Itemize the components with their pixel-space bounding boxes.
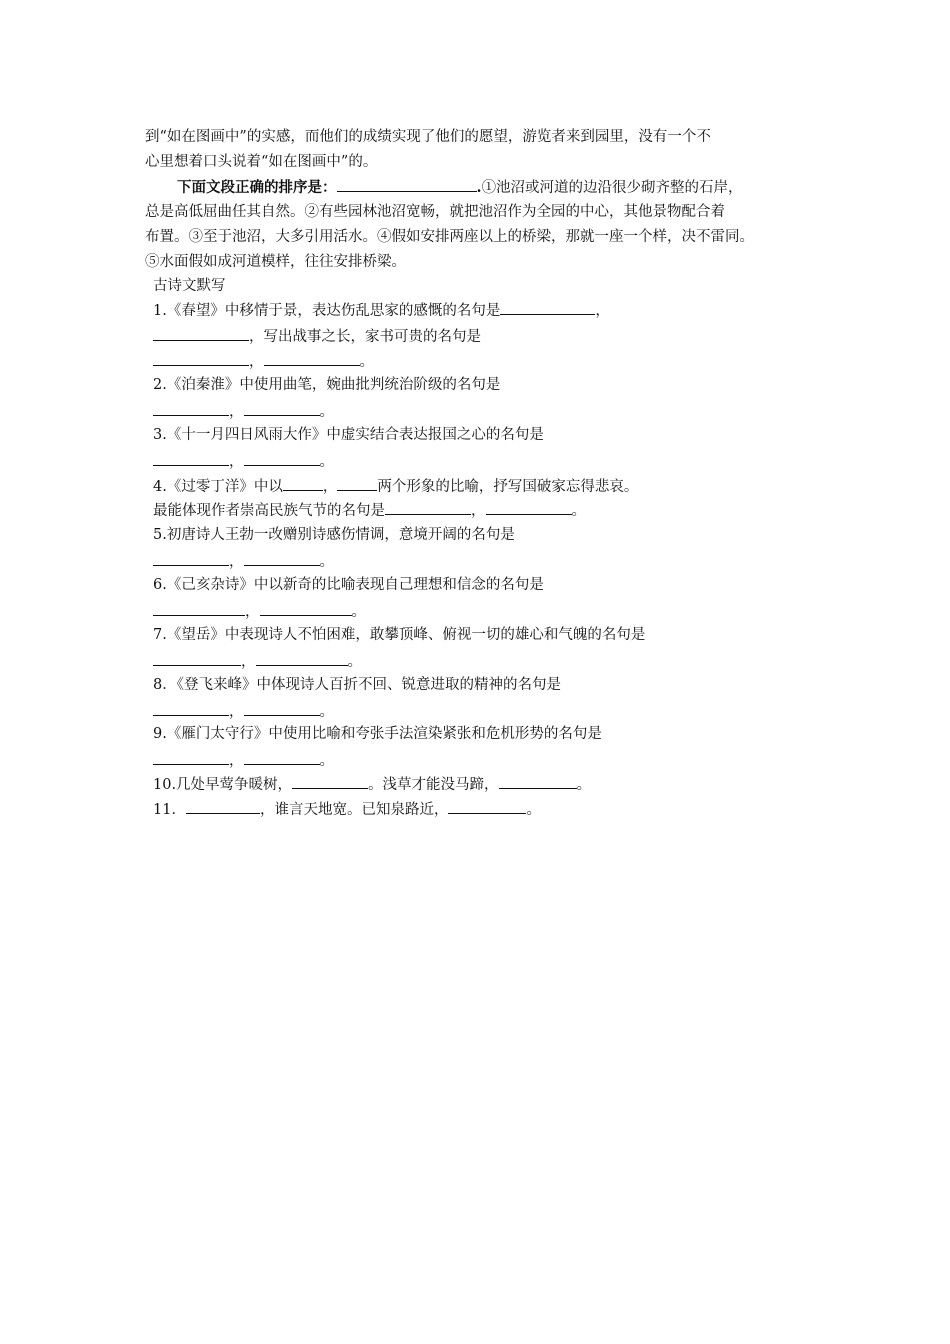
answer-blank[interactable] bbox=[260, 601, 352, 616]
answer-blank[interactable] bbox=[153, 451, 229, 466]
question-6-answers: ， 。 bbox=[153, 601, 366, 622]
answer-blank[interactable] bbox=[153, 326, 249, 341]
answer-blank[interactable] bbox=[153, 651, 241, 666]
answer-blank[interactable] bbox=[153, 351, 249, 366]
question-1: 1.《春望》中移情于景，表达伤乱思家的感慨的名句是 ， bbox=[153, 300, 610, 321]
answer-blank[interactable] bbox=[264, 351, 360, 366]
passage-line-4: 总是高低屈曲任其自然。②有些园林池沼宽畅，就把池沼作为全园的中心，其他景物配合着 bbox=[145, 204, 725, 220]
question-8-answers: ， 。 bbox=[153, 701, 334, 722]
question-10: 10.几处早莺争暖树， 。浅草才能没马蹄， 。 bbox=[153, 774, 591, 795]
answer-blank[interactable] bbox=[500, 300, 595, 315]
answer-blank[interactable] bbox=[153, 551, 229, 566]
answer-blank[interactable] bbox=[244, 401, 320, 416]
question-3-answers: ， 。 bbox=[153, 451, 334, 472]
answer-blank[interactable] bbox=[244, 451, 320, 466]
question-2-answers: ， 。 bbox=[153, 401, 334, 422]
answer-blank[interactable] bbox=[186, 799, 260, 814]
answer-blank[interactable] bbox=[448, 799, 526, 814]
question-3: 3.《十一月四日风雨大作》中虚实结合表达报国之心的名句是 bbox=[153, 427, 544, 443]
question-5-answers: ， 。 bbox=[153, 551, 334, 572]
question-7-answers: ， 。 bbox=[153, 651, 362, 672]
answer-blank[interactable] bbox=[337, 476, 377, 491]
answer-blank[interactable] bbox=[499, 774, 577, 789]
answer-blank[interactable] bbox=[337, 177, 477, 192]
answer-blank[interactable] bbox=[283, 476, 323, 491]
question-6: 6.《己亥杂诗》中以新奇的比喻表现自己理想和信念的名句是 bbox=[153, 577, 544, 593]
passage-line-6: ⑤水面假如成河道模样，往往安排桥梁。 bbox=[145, 254, 406, 270]
passage-line-1: 到“如在图画中”的实感，而他们的成绩实现了他们的愿望，游览者来到园里，没有一个不 bbox=[145, 129, 711, 145]
answer-blank[interactable] bbox=[244, 551, 320, 566]
passage-line-5: 布置。③至于池沼，大多引用活水。④假如安排两座以上的桥梁，那就一座一个样，决不雷同。 bbox=[145, 229, 754, 245]
ordering-sentence-1: ①池沼或河道的边沿很少砌齐整的石岸， bbox=[481, 180, 743, 196]
ordering-question-label: 下面文段正确的排序是： bbox=[177, 179, 337, 196]
question-8: 8．《登飞来峰》中体现诗人百折不回、锐意进取的精神的名句是 bbox=[153, 677, 561, 693]
answer-blank[interactable] bbox=[153, 750, 229, 765]
answer-blank[interactable] bbox=[486, 500, 572, 515]
section-title: 古诗文默写 bbox=[153, 278, 226, 294]
question-2: 2.《泊秦淮》中使用曲笔，婉曲批判统治阶级的名句是 bbox=[153, 377, 501, 393]
question-5: 5.初唐诗人王勃一改赠别诗感伤情调，意境开阔的名句是 bbox=[153, 527, 515, 543]
answer-blank[interactable] bbox=[244, 701, 320, 716]
answer-blank[interactable] bbox=[256, 651, 348, 666]
question-1-cont: ，写出战事之长，家书可贵的名句是 bbox=[153, 326, 481, 347]
question-4: 4.《过零丁洋》中以 ， 两个形象的比喻，抒写国破家忘得悲哀。 bbox=[153, 476, 638, 497]
answer-blank[interactable] bbox=[292, 774, 368, 789]
passage-line-2: 心里想着口头说着“如在图画中”的。 bbox=[145, 154, 378, 170]
question-11: 11． ，谁言天地宽。已知泉路近， 。 bbox=[153, 799, 541, 820]
answer-blank[interactable] bbox=[153, 601, 245, 616]
answer-blank[interactable] bbox=[153, 701, 229, 716]
answer-blank[interactable] bbox=[153, 401, 229, 416]
question-7: 7.《望岳》中表现诗人不怕困难，敢攀顶峰、俯视一切的雄心和气魄的名句是 bbox=[153, 627, 646, 643]
answer-blank[interactable] bbox=[244, 750, 320, 765]
question-9-answers: ， 。 bbox=[153, 750, 334, 771]
ordering-question: 下面文段正确的排序是： .①池沼或河道的边沿很少砌齐整的石岸， bbox=[177, 179, 743, 196]
answer-blank[interactable] bbox=[385, 500, 471, 515]
question-1-answers: ， 。 bbox=[153, 351, 374, 372]
question-4-cont: 最能体现作者崇高民族气节的名句是 ， 。 bbox=[153, 500, 586, 521]
question-9: 9.《雁门太守行》中使用比喻和夸张手法渲染紧张和危机形势的名句是 bbox=[153, 726, 602, 742]
